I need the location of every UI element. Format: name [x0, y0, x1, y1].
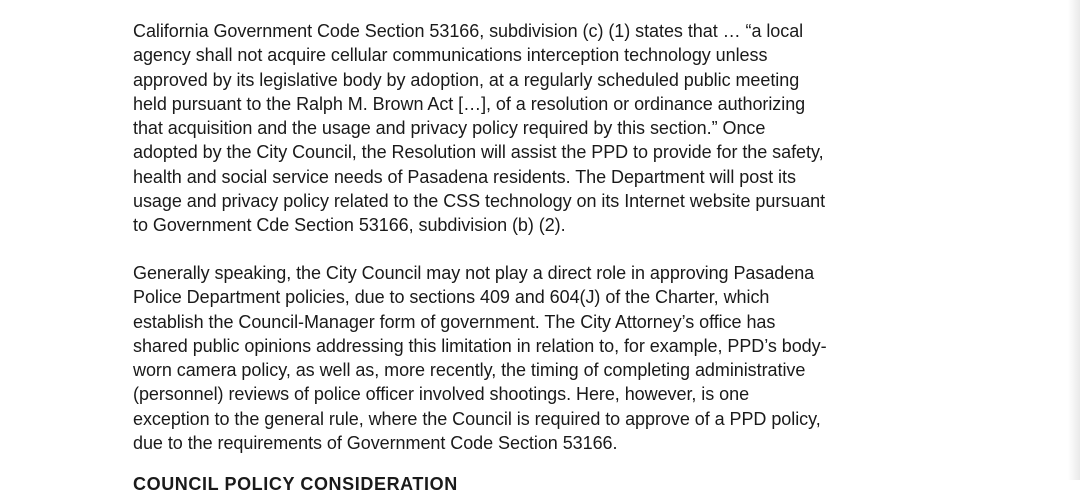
text-line: that acquisition and the usage and privacy policy required by this section.” Once [133, 118, 766, 139]
text-line: health and social service needs of Pasadena residents. The Department will post its [133, 166, 796, 187]
text-line: (personnel) reviews of police officer involved shootings. Here, however, is one [133, 384, 750, 405]
text-line: to Government Cde Section 53166, subdivision (b) (2). [133, 215, 566, 236]
text-line: shared public opinions addressing this limitation in relation to, for example, PPD’s body- [133, 335, 827, 356]
paragraph-council-role [133, 261, 973, 455]
text-line: approved by its legislative body by adoption, at a regularly scheduled public meeting [133, 69, 800, 90]
text-line: adopted by the City Council, the Resolution will assist the PPD to provide for the safety, [133, 142, 824, 163]
text-line: due to the requirements of Government Code Section 53166. [133, 433, 618, 454]
text-line: agency shall not acquire cellular communications interception technology unless [133, 45, 768, 66]
paragraph-government-code [133, 19, 973, 238]
section-heading-partial: COUNCIL POLICY CONSIDERATION [133, 474, 458, 494]
text-line: Generally speaking, the City Council may not play a direct role in approving Pasadena [133, 263, 815, 283]
text-line: establish the Council-Manager form of government. The City Attorney’s office has [133, 311, 776, 332]
text-line: California Government Code Section 53166, subdivision (c) (1) states that … “a local [133, 21, 804, 41]
text-line: Police Department policies, due to sections 409 and 604(J) of the Charter, which [133, 287, 770, 308]
text-line: held pursuant to the Ralph M. Brown Act […], of a resolution or ordinance authorizing [133, 93, 806, 114]
text-line: worn camera policy, as well as, more recently, the timing of completing administrative [133, 360, 806, 381]
page-edge-shadow [1068, 0, 1080, 480]
text-line: usage and privacy policy related to the CSS technology on its Internet website pursuant [133, 191, 826, 212]
text-line: exception to the general rule, where the Council is required to approve of a PPD policy, [133, 408, 821, 429]
